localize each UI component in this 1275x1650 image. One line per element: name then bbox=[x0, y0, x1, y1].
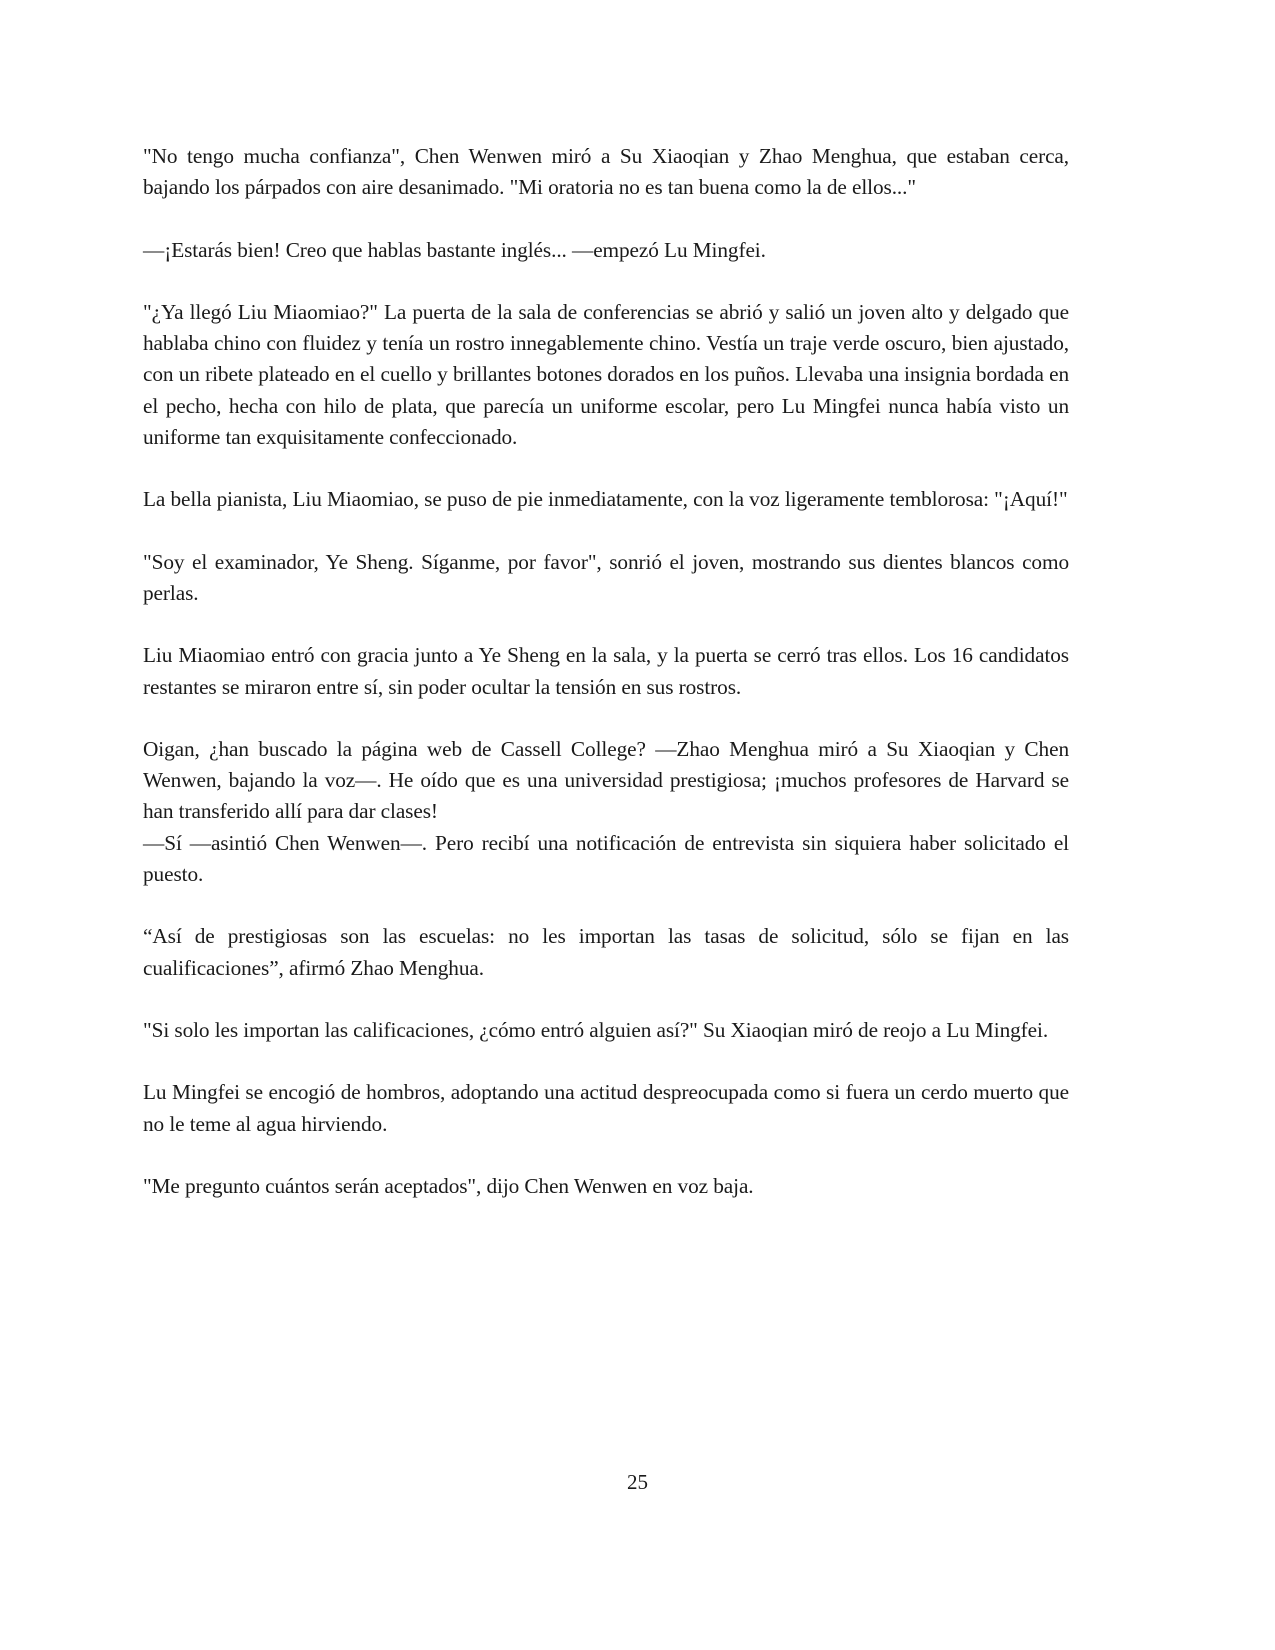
paragraph-3: "¿Ya llegó Liu Miaomiao?" La puerta de la sala de conferencias se abrió y salió un joven alto y delgado que hablaba chino con fluidez y tenía un rostro innegablemente chino. Vestía un traje verde oscuro, bien ajustado, con un ribete plateado en el cuello y brillantes botones dorados en los puños. Llevaba una insignia bordada en el pecho, hecha con hilo de plata, que parecía un uniforme escolar, pero Lu Mingfei nunca había visto un uniforme tan exquisitamente confeccionado. bbox=[143, 299, 1069, 450]
paragraph-7: Oigan, ¿han buscado la página web de Cassell College? —Zhao Menghua miró a Su Xiaoqian y Chen Wenwen, bajando la voz—. He oído que es una universidad prestigiosa; ¡muchos profesores de Harvard se han transferido allí para dar clases! bbox=[143, 736, 1069, 824]
page-number: 25 bbox=[627, 1470, 648, 1494]
paragraph-10: "Si solo les importan las calificaciones, ¿cómo entró alguien así?" Su Xiaoqian miró de reojo a Lu Mingfei. bbox=[143, 1017, 1049, 1042]
paragraph-6: Liu Miaomiao entró con gracia junto a Ye Sheng en la sala, y la puerta se cerró tras ellos. Los 16 candidatos restantes se miraron entre sí, sin poder ocultar la tensión en sus rostros. bbox=[143, 643, 1069, 699]
paragraph-11: Lu Mingfei se encogió de hombros, adoptando una actitud despreocupada como si fuera un cerdo muerto que no le teme al agua hirviendo. bbox=[143, 1080, 1069, 1136]
paragraph-4: La bella pianista, Liu Miaomiao, se puso de pie inmediatamente, con la voz ligeramente temblorosa: "¡Aquí!" bbox=[143, 487, 1068, 512]
paragraph-5: "Soy el examinador, Ye Sheng. Síganme, por favor", sonrió el joven, mostrando sus dientes blancos como perlas. bbox=[143, 549, 1069, 605]
paragraph-9: “Así de prestigiosas son las escuelas: no les importan las tasas de solicitud, sólo se fijan en las cualificaciones”, afirmó Zhao Menghua. bbox=[143, 924, 1069, 980]
document-page bbox=[143, 141, 1069, 1233]
paragraph-1: "No tengo mucha confianza", Chen Wenwen miró a Su Xiaoqian y Zhao Menghua, que estaban cerca, bajando los párpados con aire desanimado. "Mi oratoria no es tan buena como la de ellos..." bbox=[143, 144, 1069, 200]
paragraph-2: —¡Estarás bien! Creo que hablas bastante inglés... —empezó Lu Mingfei. bbox=[143, 237, 766, 262]
paragraph-12: "Me pregunto cuántos serán aceptados", dijo Chen Wenwen en voz baja. bbox=[143, 1173, 754, 1198]
paragraph-8: —Sí —asintió Chen Wenwen—. Pero recibí una notificación de entrevista sin siquiera haber solicitado el puesto. bbox=[143, 830, 1069, 887]
